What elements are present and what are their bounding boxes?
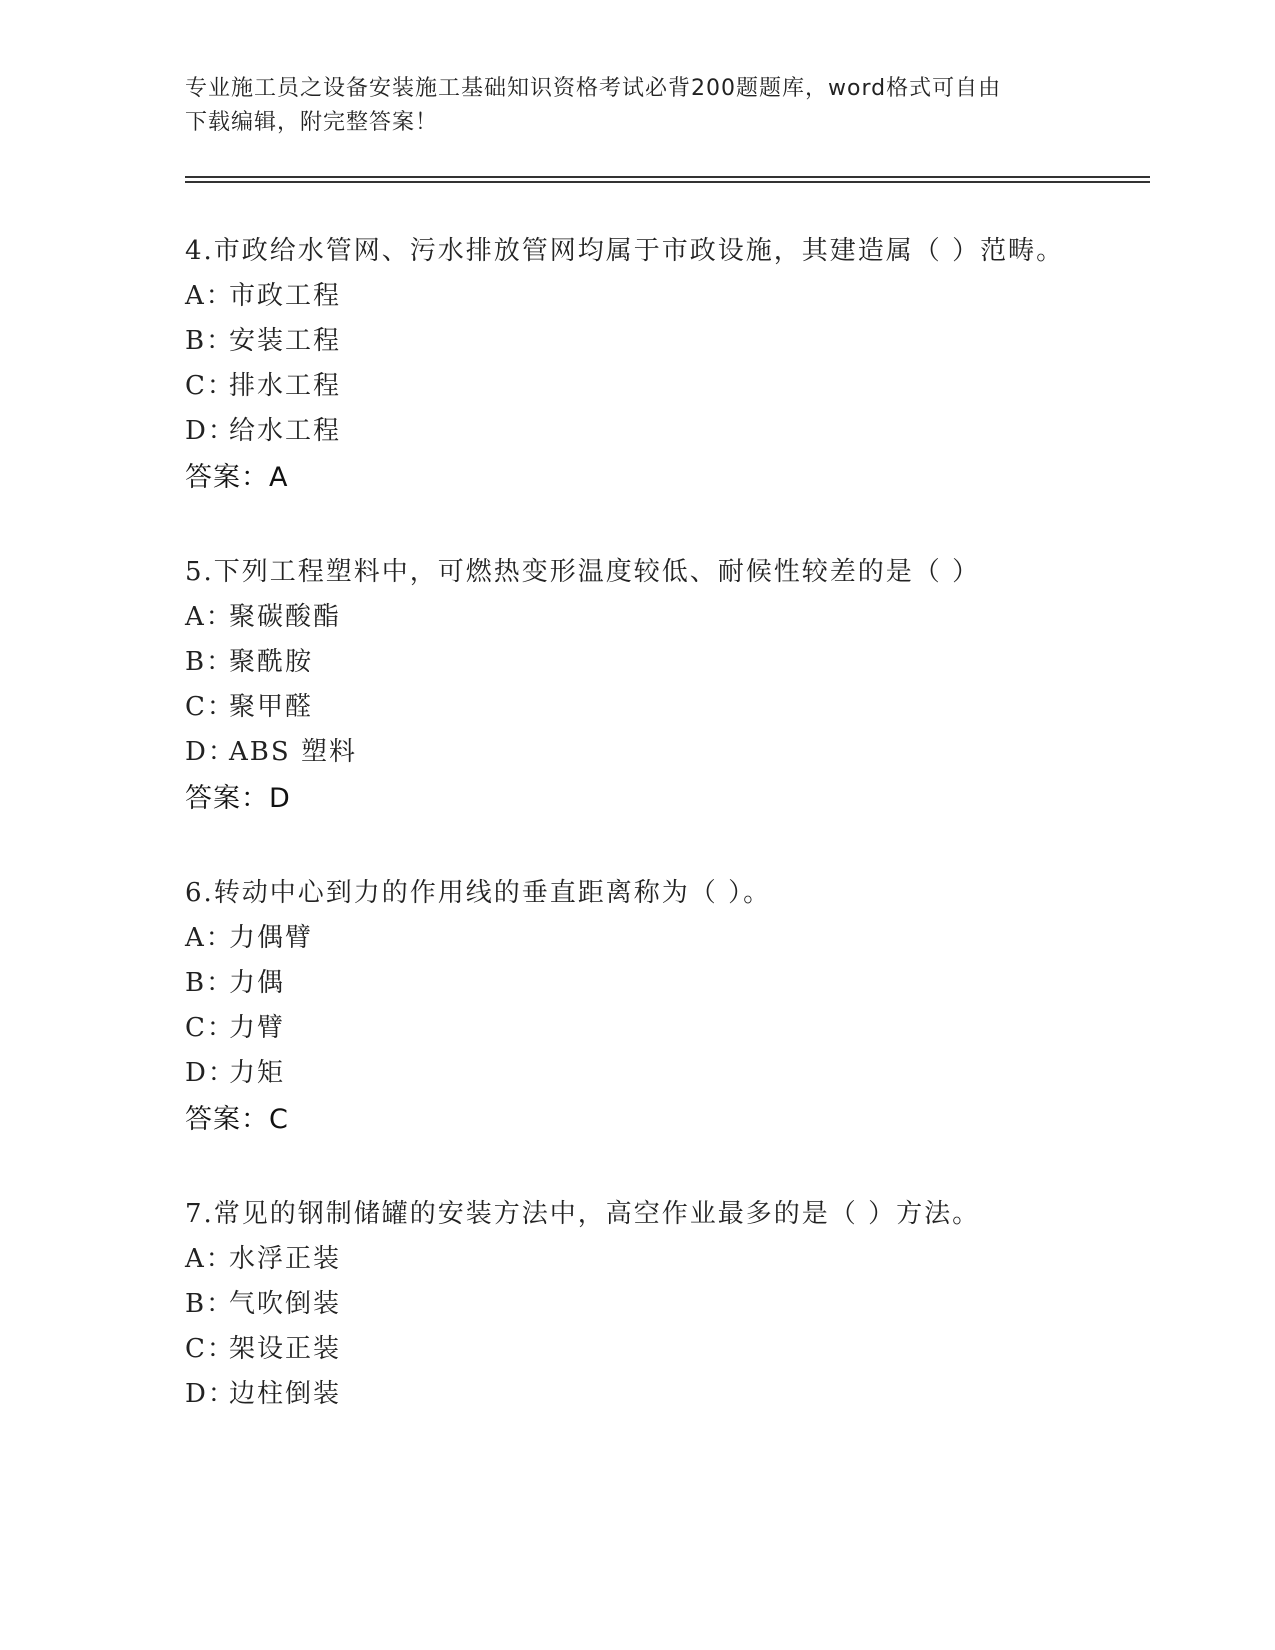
question-stem: 6.转动中心到力的作用线的垂直距离称为（ ）。: [185, 878, 772, 908]
option-text: 力臂: [229, 1013, 286, 1043]
question-item: [185, 549, 1115, 822]
option-key: B：: [185, 326, 235, 356]
option-c: [185, 1006, 1115, 1051]
option-b: [185, 640, 1115, 685]
question-list: [185, 228, 1115, 1465]
question-stem: 5.下列工程塑料中，可燃热变形温度较低、耐候性较差的是（ ）: [185, 557, 981, 587]
option-d: [185, 1051, 1115, 1096]
option-text: 聚酰胺: [229, 647, 314, 677]
option-text: 力偶: [229, 968, 286, 998]
option-a: [185, 274, 1115, 319]
option-c: [185, 1327, 1115, 1372]
option-key: A：: [185, 1244, 234, 1274]
option-text: ABS 塑料: [229, 737, 357, 767]
option-b: [185, 961, 1115, 1006]
question-item: [185, 870, 1115, 1143]
option-text: 给水工程: [229, 416, 342, 446]
option-c: [185, 685, 1115, 730]
option-key: C：: [185, 1013, 235, 1043]
option-a: [185, 595, 1115, 640]
option-d: [185, 409, 1115, 454]
option-key: A：: [185, 602, 234, 632]
option-key: C：: [185, 692, 235, 722]
document-header: [185, 72, 1065, 140]
answer-line: 答案：A: [185, 462, 289, 493]
option-text: 聚甲醛: [229, 692, 314, 722]
answer-line: 答案：C: [185, 1104, 289, 1135]
option-a: [185, 1237, 1115, 1282]
option-text: 市政工程: [229, 281, 342, 311]
option-key: C：: [185, 371, 235, 401]
option-key: B：: [185, 968, 235, 998]
option-key: D：: [185, 737, 236, 767]
option-key: B：: [185, 1289, 235, 1319]
header-title-line1: 专业施工员之设备安装施工基础知识资格考试必背200题题库，word格式可自由: [185, 76, 1002, 101]
question-item: [185, 1191, 1115, 1417]
option-key: A：: [185, 281, 234, 311]
header-divider-top: [185, 176, 1150, 178]
option-key: D：: [185, 1058, 236, 1088]
header-title-line2: 下载编辑，附完整答案！: [185, 110, 439, 135]
question-stem: 4.市政给水管网、污水排放管网均属于市政设施，其建造属（ ）范畴。: [185, 236, 1065, 266]
option-key: D：: [185, 416, 236, 446]
option-text: 水浮正装: [229, 1244, 342, 1274]
option-b: [185, 319, 1115, 364]
option-text: 排水工程: [229, 371, 342, 401]
option-d: [185, 1372, 1115, 1417]
answer-line: 答案：D: [185, 783, 291, 814]
option-d: [185, 730, 1115, 775]
option-c: [185, 364, 1115, 409]
option-key: C：: [185, 1334, 235, 1364]
option-text: 架设正装: [229, 1334, 342, 1364]
option-text: 力偶臂: [229, 923, 314, 953]
option-text: 力矩: [229, 1058, 286, 1088]
header-divider-bottom: [185, 181, 1150, 183]
question-stem: 7.常见的钢制储罐的安装方法中，高空作业最多的是（ ）方法。: [185, 1199, 981, 1229]
option-text: 气吹倒装: [229, 1289, 342, 1319]
option-key: B：: [185, 647, 235, 677]
option-text: 安装工程: [229, 326, 342, 356]
option-text: 聚碳酸酯: [229, 602, 342, 632]
option-a: [185, 916, 1115, 961]
option-b: [185, 1282, 1115, 1327]
option-key: D：: [185, 1379, 236, 1409]
option-text: 边柱倒装: [229, 1379, 342, 1409]
question-item: [185, 228, 1115, 501]
option-key: A：: [185, 923, 234, 953]
